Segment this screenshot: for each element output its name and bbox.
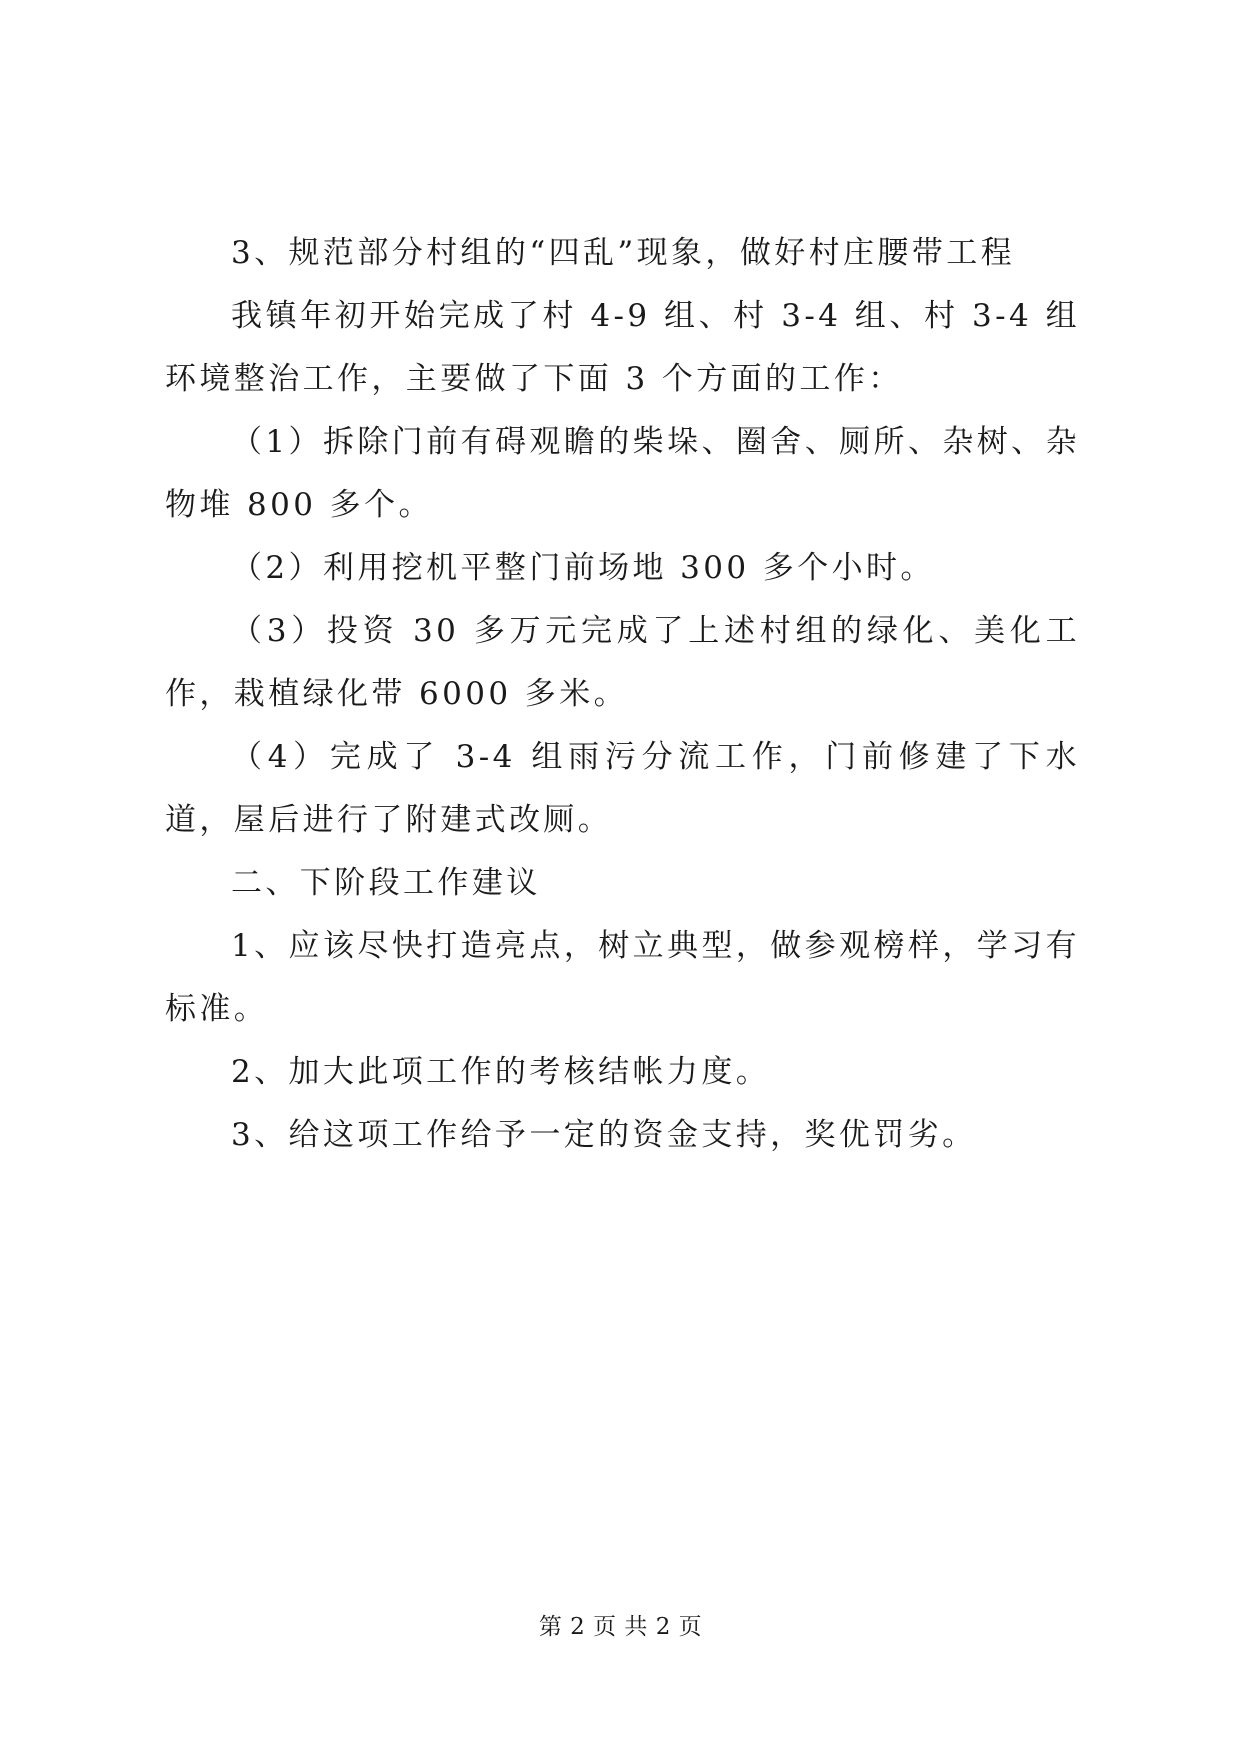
paragraph-item-3: （3）投资 30 多万元完成了上述村组的绿化、美化工作，栽植绿化带 6000 多米。 — [165, 613, 1080, 712]
paragraph-item-2: （2）利用挖机平整门前场地 300 多个小时。 — [231, 550, 935, 586]
paragraph-item-4: （4）完成了 3-4 组雨污分流工作，门前修建了下水道，屋后进行了附建式改厕。 — [165, 739, 1080, 838]
paragraph-section-heading-3: 3、规范部分村组的“四乱”现象，做好村庄腰带工程 — [231, 235, 1016, 271]
paragraph-intro: 我镇年初开始完成了村 4-9 组、村 3-4 组、村 3-4 组环境整治工作，主要做了下面 3 个方面的工作： — [165, 298, 1080, 397]
section-heading-next-stage: 二、下阶段工作建议 — [231, 865, 541, 901]
document-body — [165, 222, 1080, 1167]
paragraph-suggestion-3: 3、给这项工作给予一定的资金支持，奖优罚劣。 — [231, 1117, 977, 1153]
page-footer: 第 2 页 共 2 页 — [538, 1614, 703, 1640]
paragraph-suggestion-2: 2、加大此项工作的考核结帐力度。 — [231, 1054, 771, 1090]
paragraph-item-1: （1）拆除门前有碍观瞻的柴垛、圈舍、厕所、杂树、杂物堆 800 多个。 — [165, 424, 1080, 523]
paragraph-suggestion-1: 1、应该尽快打造亮点，树立典型，做参观榜样，学习有标准。 — [165, 928, 1080, 1027]
